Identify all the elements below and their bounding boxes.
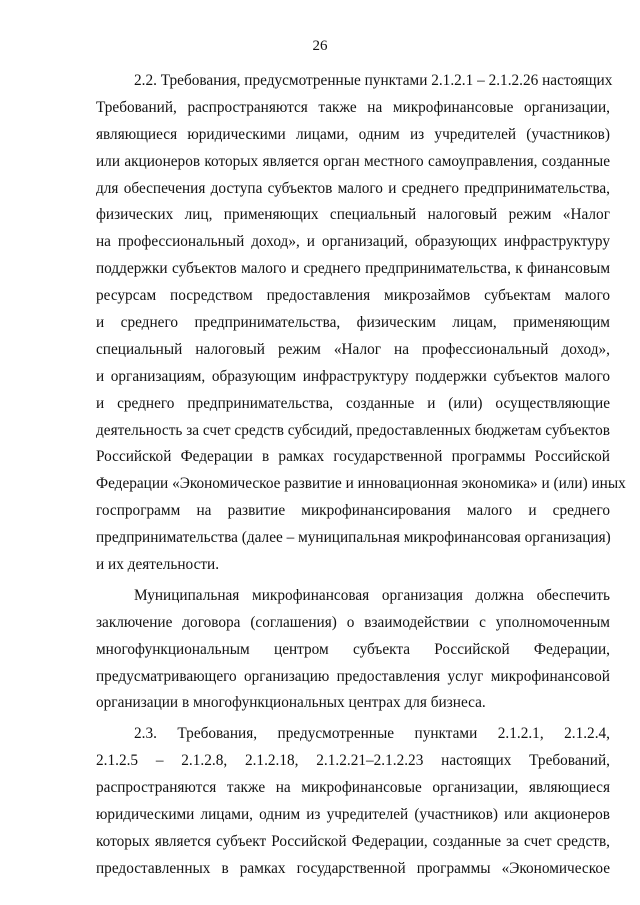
text-line: ресурсам посредством предоставления микрозаймов субъектам малого bbox=[96, 287, 610, 305]
text-line: физических лиц, применяющих специальный налоговый режим «Налог bbox=[96, 206, 610, 224]
text-line: 2.1.2.5 – 2.1.2.8, 2.1.2.18, 2.1.2.21–2.1.2.23 настоящих Требований, bbox=[96, 752, 610, 770]
text-line: предусматривающего организацию предоставления услуг микрофинансовой bbox=[96, 667, 610, 685]
paragraph-municipal-mfo bbox=[96, 583, 610, 717]
text-line: предпринимательства (далее – муниципальная микрофинансовая организация) bbox=[96, 529, 611, 547]
text-line: и среднего предпринимательства, созданные и (или) осуществляющие bbox=[96, 394, 610, 412]
text-line: госпрограмм на развитие микрофинансирования малого и среднего bbox=[96, 502, 610, 520]
text-line: поддержки субъектов малого и среднего предпринимательства, к финансовым bbox=[96, 260, 610, 278]
text-line: и их деятельности. bbox=[96, 556, 220, 574]
text-line: предоставленных в рамках государственной программы «Экономическое bbox=[96, 859, 610, 877]
text-line: специальный налоговый режим «Налог на профессиональный доход», bbox=[96, 340, 610, 358]
text-line: Требований, распространяются также на микрофинансовые организации, bbox=[96, 98, 610, 116]
text-line: и среднего предпринимательства, физическим лицам, применяющим bbox=[96, 314, 610, 332]
text-line: заключение договора (соглашения) о взаимодействии с уполномоченным bbox=[96, 613, 610, 631]
text-line: деятельность за счет средств субсидий, предоставленных бюджетам субъектов bbox=[96, 421, 610, 439]
text-line: являющиеся юридическими лицами, одним из учредителей (участников) bbox=[96, 125, 610, 143]
text-line: 2.3. Требования, предусмотренные пунктами 2.1.2.1, 2.1.2.4, bbox=[134, 725, 610, 743]
page-number: 26 bbox=[312, 38, 328, 54]
text-line: на профессиональный доход», и организаций, образующих инфраструктуру bbox=[96, 233, 610, 251]
text-line: Федерации «Экономическое развитие и инновационная экономика» и (или) иных bbox=[96, 475, 626, 493]
text-line: или акционеров которых является орган местного самоуправления, созданные bbox=[96, 152, 610, 170]
text-line: 2.2. Требования, предусмотренные пунктами 2.1.2.1 – 2.1.2.26 настоящих bbox=[134, 72, 613, 89]
text-line: для обеспечения доступа субъектов малого и среднего предпринимательства, bbox=[96, 179, 610, 197]
paragraph-2-2 bbox=[96, 68, 626, 579]
text-line: которых является субъект Российской Федерации, созданные за счет средств, bbox=[96, 832, 610, 850]
text-line: юридическими лицами, одним из учредителей (участников) или акционеров bbox=[96, 806, 610, 824]
text-line: Российской Федерации в рамках государственной программы Российской bbox=[96, 448, 610, 466]
paragraph-2-3 bbox=[96, 721, 610, 882]
text-line: Муниципальная микрофинансовая организация должна обеспечить bbox=[134, 586, 610, 604]
text-line: и организациям, образующим инфраструктуру поддержки субъектов малого bbox=[96, 367, 610, 385]
text-line: организации в многофункциональных центрах для бизнеса. bbox=[96, 694, 486, 712]
text-line: многофункциональным центром субъекта Российской Федерации, bbox=[96, 640, 610, 658]
text-line: распространяются также на микрофинансовые организации, являющиеся bbox=[96, 779, 610, 797]
document-body bbox=[96, 68, 626, 887]
